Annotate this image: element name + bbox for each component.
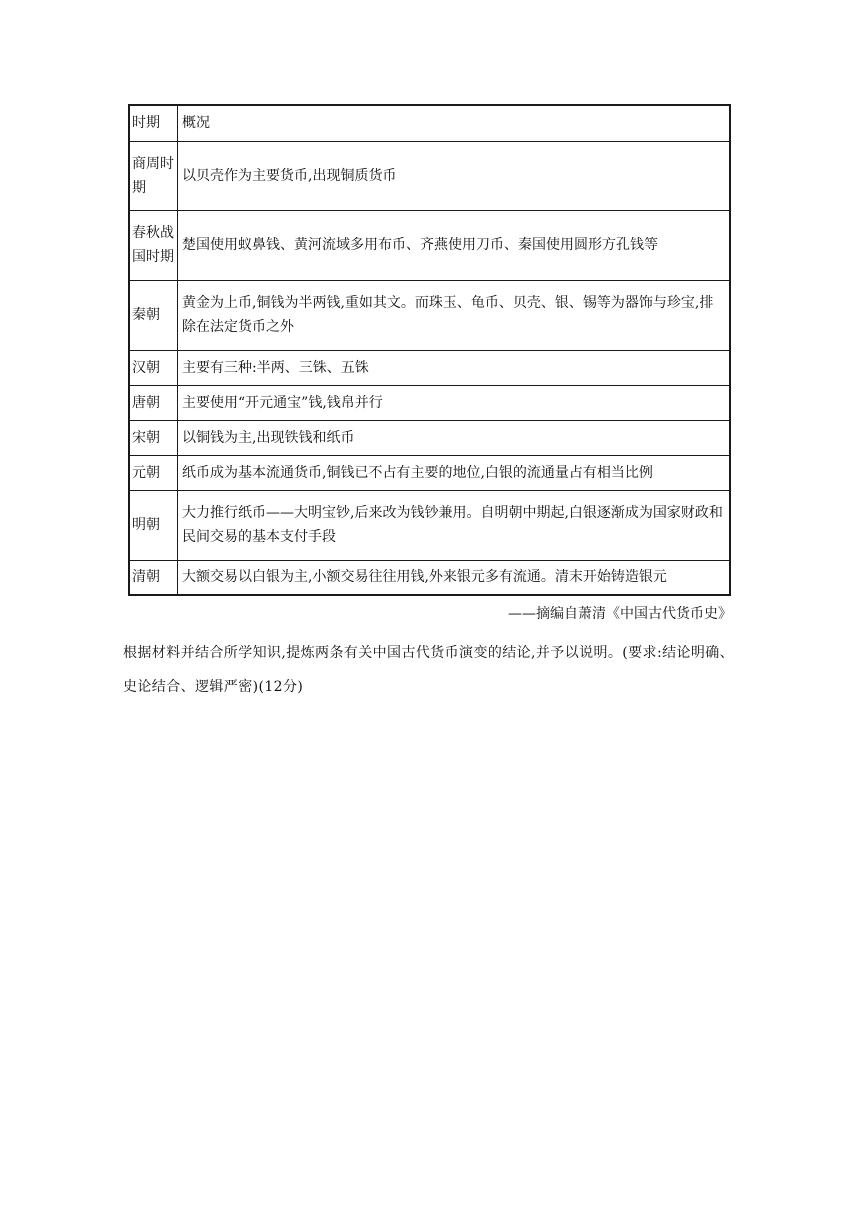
period-cell: 宋朝 — [129, 420, 178, 455]
overview-cell: 大额交易以白银为主,小额交易往往用钱,外来银元多有流通。清末开始铸造银元 — [178, 560, 731, 595]
overview-cell: 大力推行纸币——大明宝钞,后来改为钱钞兼用。自明朝中期起,白银逐渐成为国家财政和民间交易的基本支付手段 — [178, 490, 731, 560]
period-cell: 清朝 — [129, 560, 178, 595]
source-citation: ——摘编自萧清《中国古代货币史》 — [508, 606, 732, 622]
table-row — [129, 560, 730, 595]
table-row — [129, 420, 730, 455]
period-cell: 唐朝 — [129, 385, 178, 420]
question-prompt: 根据材料并结合所学知识,提炼两条有关中国古代货币演变的结论,并予以说明。(要求:结论明确、史论结合、逻辑严密)(12分) — [123, 645, 735, 695]
table-row — [129, 350, 730, 385]
table-row — [129, 455, 730, 490]
overview-cell: 主要有三种:半两、三铢、五铢 — [178, 350, 731, 385]
overview-cell: 以铜钱为主,出现铁钱和纸币 — [178, 420, 731, 455]
period-cell: 春秋战国时期 — [129, 210, 178, 280]
table-row — [129, 280, 730, 350]
overview-cell: 以贝壳作为主要货币,出现铜质货币 — [178, 141, 731, 210]
overview-cell: 纸币成为基本流通货币,铜钱已不占有主要的地位,白银的流通量占有相当比例 — [178, 455, 731, 490]
period-cell: 汉朝 — [129, 350, 178, 385]
period-cell: 商周时期 — [129, 141, 178, 210]
table-row — [129, 490, 730, 560]
header-period: 时期 — [129, 105, 178, 141]
overview-cell: 楚国使用蚁鼻钱、黄河流域多用布币、齐燕使用刀币、秦国使用圆形方孔钱等 — [178, 210, 731, 280]
table-row — [129, 210, 730, 280]
table-row — [129, 385, 730, 420]
currency-history-table — [128, 104, 731, 596]
period-cell: 明朝 — [129, 490, 178, 560]
table-row — [129, 141, 730, 210]
table-header-row — [129, 105, 730, 141]
overview-cell: 主要使用“开元通宝”钱,钱帛并行 — [178, 385, 731, 420]
period-cell: 元朝 — [129, 455, 178, 490]
header-overview: 概况 — [178, 105, 731, 141]
period-cell: 秦朝 — [129, 280, 178, 350]
overview-cell: 黄金为上币,铜钱为半两钱,重如其文。而珠玉、龟币、贝壳、银、锡等为器饰与珍宝,排除在法定货币之外 — [178, 280, 731, 350]
